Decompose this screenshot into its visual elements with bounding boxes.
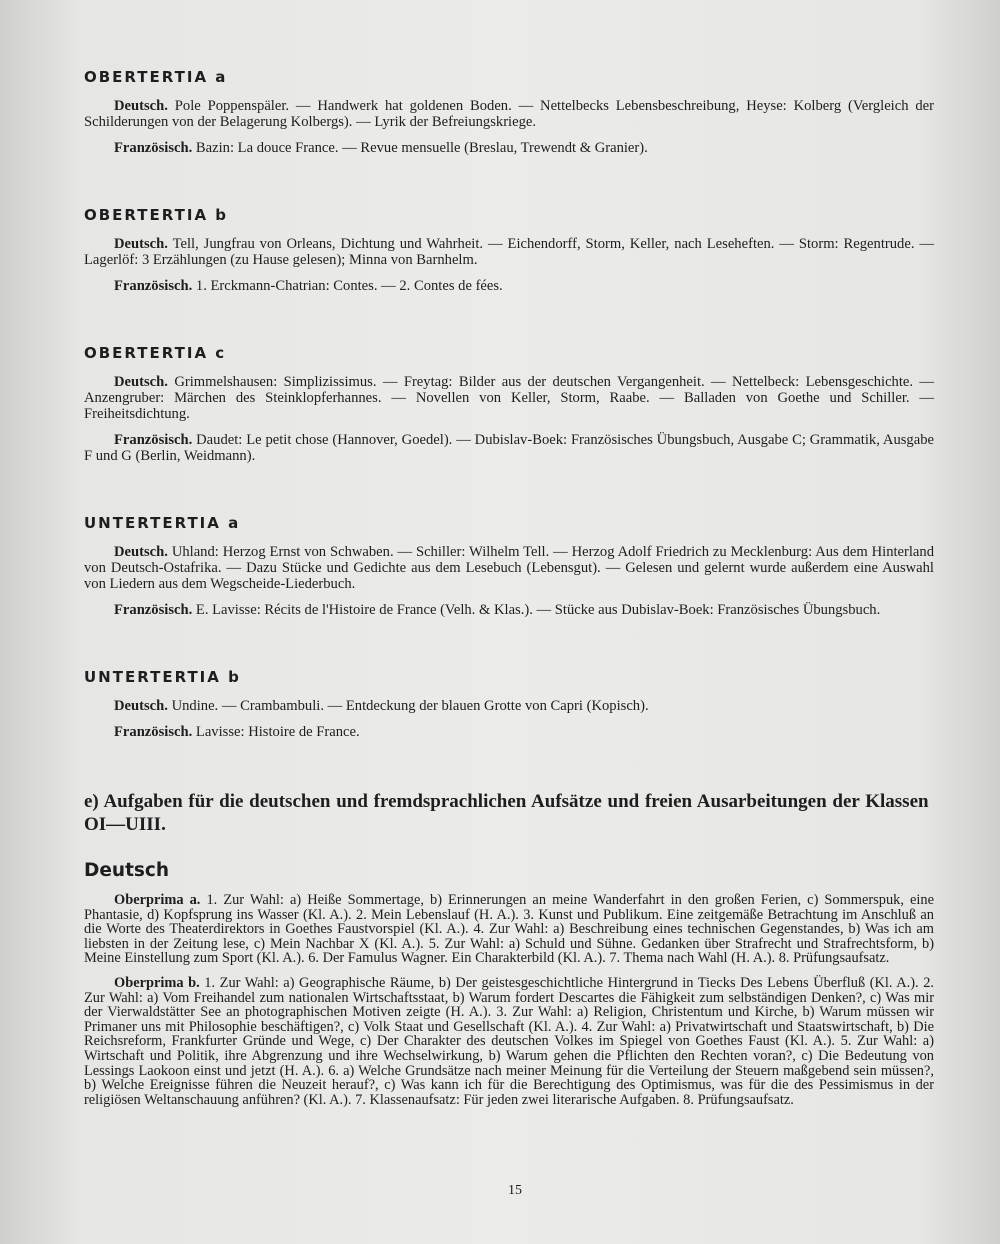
section-untertertia-a xyxy=(84,514,934,618)
franzoesisch-text: 1. Erckmann-Chatrian: Contes. — 2. Contes de fées. xyxy=(195,278,503,294)
class-text: 1. Zur Wahl: a) Heiße Sommertage, b) Erinnerungen an meine Wanderfahrt in den großen Ferien, c) Sommerspuk, eine Phantasie, d) Kopfsprung ins Wasser (Kl. A.). 2. Mein Lebenslauf (H. A.). 3. Kunst und Publikum. Eine zeitgemäße Betrachtung im Anschluß an die Worte des Theaterdirektors in Goethes Faustvorspiel (Kl. A.). 4. Zur Wahl: a) Beschreibung eines technischen Gegenstandes, b) Was ich am liebsten in der Zeitung lese, c) Mein Nachbar X (Kl. A.). 5. Zur Wahl: a) Schuld und Sühne. Gedanken über Strafrecht und Strafrechtsform, b) Meine Einstellung zum Sport (Kl. A.). 6. Der Famulus Wagner. Ein Charakterbild (Kl. A.). 7. Thema nach Wahl (H. A.). 8. Prüfungsaufsatz. xyxy=(84,892,934,967)
section-heading: UNTERTERTIA b xyxy=(84,668,241,686)
deutsch-label: Deutsch. xyxy=(114,698,168,714)
franzoesisch-text: E. Lavisse: Récits de l'Histoire de France (Velh. & Klas.). — Stücke aus Dubislav-Boek: Französisches Übungsbuch. xyxy=(195,602,881,618)
franzoesisch-paragraph xyxy=(84,724,934,740)
deutsch-paragraph xyxy=(84,98,934,130)
franzoesisch-label: Französisch. xyxy=(114,278,193,294)
aufgaben-oberprima-a xyxy=(84,893,934,966)
section-heading: OBERTERTIA a xyxy=(84,68,228,86)
franzoesisch-text: Daudet: Le petit chose (Hannover, Goedel). — Dubislav-Boek: Französisches Übungsbuch, Ausgabe C; Grammatik, Ausgabe F und G (Berlin, Weidmann). xyxy=(84,432,934,464)
section-obertertia-c xyxy=(84,344,934,464)
section-obertertia-a xyxy=(84,68,934,156)
section-heading: OBERTERTIA b xyxy=(84,206,229,224)
deutsch-paragraph xyxy=(84,236,934,268)
class-text: 1. Zur Wahl: a) Geographische Räume, b) Der geistesgeschichtliche Hintergrund in Tiecks Des Lebens Überfluß (Kl. A.). 2. Zur Wahl: a) Vom Freihandel zum nationalen Wirtschaftsstaat, b) Warum fordert Descartes die Fähigkeit zum selbständigen Denken?, c) Was mir der Vierwaldstätter See an photographischen Motiven zeigte (H. A.). 3. Zur Wahl: a) Religion, Christentum und Kirche, b) Warum müssen wir Primaner uns mit Philosophie beschäftigen?, c) Volk Staat und Gesellschaft (Kl. A.). 4. Zur Wahl: a) Privatwirtschaft und Staatswirtschaft, b) Die Reichsreform, Frankfurter Gründe und Wege, c) Der Charakter des deutschen Volkes im Spiegel von Goethes Faust (Kl. A.). 5. Zur Wahl: a) Wirtschaft und Politik, ihre Abgrenzung und ihre Wechselwirkung, b) Warum gehen die Pflichten den Rechten voran?, c) Die Bedeutung von Lessings Laokoon einst und jetzt (H. A.). 6. a) Welche Grundsätze nach meiner Meinung für die Verteilung der Steuern maßgebend sein müssen?, b) Welche Ereignisse führen die Neuzeit herauf?, c) Was kann ich für die Berechtigung des Optimismus, was für die des Pessimismus in der religiösen Weltanschauung anführen? (Kl. A.). 7. Klassenaufsatz: Für jeden zwei literarische Aufgaben. 8. Prüfungsaufsatz. xyxy=(84,974,934,1108)
class-label: Oberprima a. xyxy=(114,892,201,908)
aufgaben-heading: e) Aufgaben für die deutschen und fremdsprachlichen Aufsätze und freien Ausarbeitungen der Klassen OI—UIII. xyxy=(84,791,929,835)
deutsch-text: Uhland: Herzog Ernst von Schwaben. — Schiller: Wilhelm Tell. — Herzog Adolf Friedrich zu Mecklenburg: Aus dem Hinterland von Deutsch-Ostafrika. — Dazu Stücke und Gedichte aus dem Lesebuch (Lebensgut). — Gelesen und gelernt wurde außerdem eine Auswahl von Liedern aus dem Wegscheide-Liederbuch. xyxy=(84,544,935,592)
aufgaben-oberprima-b xyxy=(84,976,934,1107)
franzoesisch-label: Französisch. xyxy=(114,724,193,740)
deutsch-label: Deutsch. xyxy=(114,98,168,114)
deutsch-label: Deutsch. xyxy=(114,236,168,252)
franzoesisch-paragraph xyxy=(84,432,934,464)
franzoesisch-label: Französisch. xyxy=(114,140,193,156)
section-obertertia-b xyxy=(84,206,934,294)
class-label: Oberprima b. xyxy=(114,974,200,991)
section-heading: UNTERTERTIA a xyxy=(84,514,241,532)
deutsch-label: Deutsch. xyxy=(114,374,168,390)
franzoesisch-paragraph xyxy=(84,602,934,618)
franzoesisch-label: Französisch. xyxy=(114,602,193,618)
deutsch-text: Tell, Jungfrau von Orleans, Dichtung und Wahrheit. — Eichendorff, Storm, Keller, nach Leseheften. — Storm: Regentrude. — Lagerlöf: 3 Erzählungen (zu Hause gelesen); Minna von Barnhelm. xyxy=(84,236,935,268)
deutsch-paragraph xyxy=(84,544,934,592)
franzoesisch-label: Französisch. xyxy=(114,432,193,448)
franzoesisch-text: Bazin: La douce France. — Revue mensuelle (Breslau, Trewendt & Granier). xyxy=(195,140,648,156)
franzoesisch-paragraph xyxy=(84,140,934,156)
deutsch-paragraph xyxy=(84,374,934,422)
section-untertertia-b xyxy=(84,668,934,740)
deutsch-text: Undine. — Crambambuli. — Entdeckung der blauen Grotte von Capri (Kopisch). xyxy=(171,698,649,714)
franzoesisch-paragraph xyxy=(84,278,934,294)
franzoesisch-text: Lavisse: Histoire de France. xyxy=(195,724,360,740)
deutsch-text: Grimmelshausen: Simplizissimus. — Freytag: Bilder aus der deutschen Vergangenheit. — Nettelbeck: Lebensgeschichte. — Anzengruber: Märchen des Steinklopferhannes. — Novellen von Keller, Storm, Raabe. — Balladen von Goethe und Schiller. — Freiheitsdichtung. xyxy=(84,374,934,422)
deutsch-paragraph xyxy=(84,698,934,714)
page-number: 15 xyxy=(508,1183,522,1198)
section-heading: OBERTERTIA c xyxy=(84,344,227,362)
deutsch-text: Pole Poppenspäler. — Handwerk hat goldenen Boden. — Nettelbecks Lebensbeschreibung, Heyse: Kolberg (Vergleich der Schilderungen von der Belagerung Kolbergs). — Lyrik der Befreiungskriege. xyxy=(84,98,934,130)
deutsch-label: Deutsch. xyxy=(114,544,168,560)
deutsch-subheading: Deutsch xyxy=(84,860,170,881)
